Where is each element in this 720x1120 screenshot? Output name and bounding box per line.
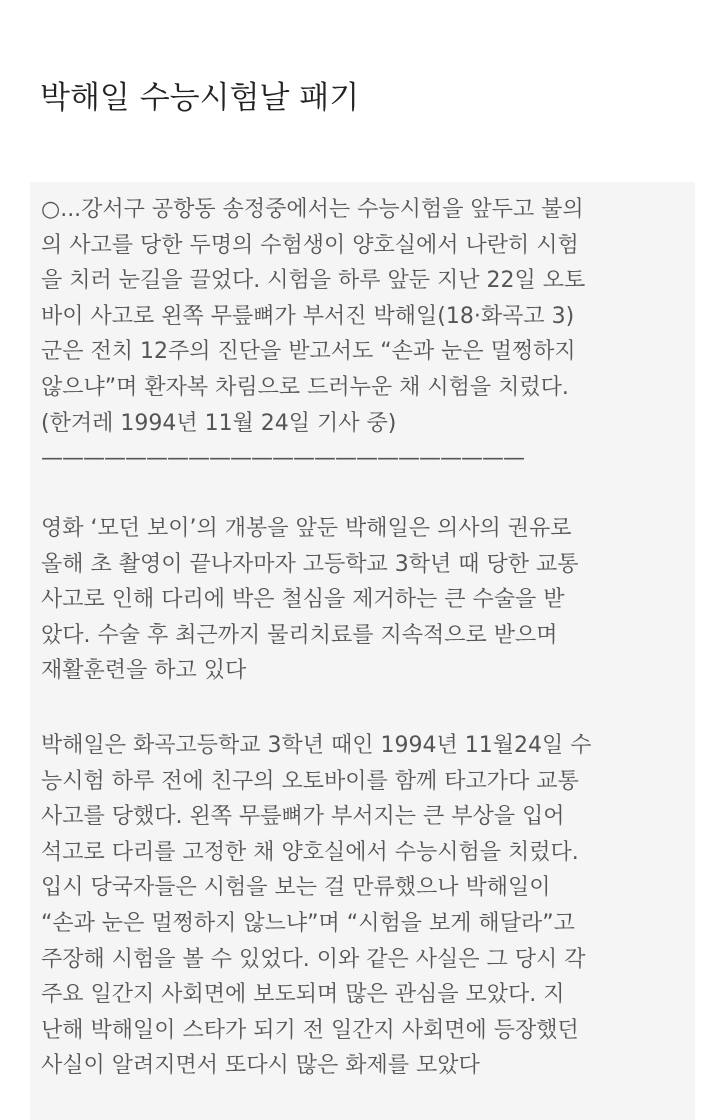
text-line: 능시험 하루 전에 친구의 오토바이를 함께 타고가다 교통	[41, 768, 579, 794]
text-line: 박해일은 화곡고등학교 3학년 때인 1994년 11월24일 수	[41, 733, 592, 758]
text-line: 군은 전치 12주의 진단을 받고서도 “손과 눈은 멀쩡하지	[41, 339, 576, 365]
text-line: 바이 사고로 왼쪽 무릎뼈가 부서진 박해일(18·화곡고 3)	[41, 303, 575, 329]
text-line: 사고를 당했다. 왼쪽 무릎뼈가 부서지는 큰 부상을 입어	[41, 804, 565, 830]
dash-divider: ———————————————————————	[41, 446, 524, 472]
paragraph-surgery	[41, 511, 579, 689]
text-line: 석고로 다리를 고정한 채 양호실에서 수능시험을 치렀다.	[41, 839, 579, 865]
text-line: 주장해 시험을 볼 수 있었다. 이와 같은 사실은 그 당시 각	[41, 946, 586, 972]
text-line: 의 사고를 당한 두명의 수험생이 양호실에서 나란히 시험	[41, 232, 579, 258]
text-line: 난해 박해일이 스타가 되기 전 일간지 사회면에 등장했던	[41, 1017, 579, 1043]
text-line: (한겨레 1994년 11월 24일 기사 중)	[41, 410, 397, 436]
text-line: 사실이 알려지면서 또다시 많은 화제를 모았다	[41, 1053, 480, 1079]
text-line: 주요 일간지 사회면에 보도되며 많은 관심을 모았다. 지	[41, 982, 565, 1008]
text-line: 을 치러 눈길을 끌었다. 시험을 하루 앞둔 지난 22일 오토	[41, 268, 586, 294]
text-line: 올해 초 촬영이 끝나자마자 고등학교 3학년 때 당한 교통	[41, 551, 579, 577]
text-line: “손과 눈은 멀쩡하지 않느냐”며 “시험을 보게 해달라”고	[41, 910, 575, 936]
text-line: 았다. 수술 후 최근까지 물리치료를 지속적으로 받으며	[41, 622, 558, 648]
paragraph-exam-day	[41, 728, 591, 1084]
text-line: 재활훈련을 하고 있다	[41, 658, 247, 684]
text-line: 않으냐”며 환자복 차림으로 드러누운 채 시험을 치렀다.	[41, 374, 569, 400]
page-title: 박해일 수능시험날 패기	[40, 80, 360, 116]
news-quote-paragraph	[41, 192, 585, 477]
text-line: 입시 당국자들은 시험을 보는 걸 만류했으나 박해일이	[41, 875, 551, 901]
text-line: 사고로 인해 다리에 박은 철심을 제거하는 큰 수술을 받	[41, 587, 565, 613]
text-line: 영화 ‘모던 보이’의 개봉을 앞둔 박해일은 의사의 권유로	[41, 516, 572, 541]
text-line: ○...강서구 공항동 송정중에서는 수능시험을 앞두고 불의	[41, 197, 584, 222]
article-body	[30, 182, 695, 1120]
